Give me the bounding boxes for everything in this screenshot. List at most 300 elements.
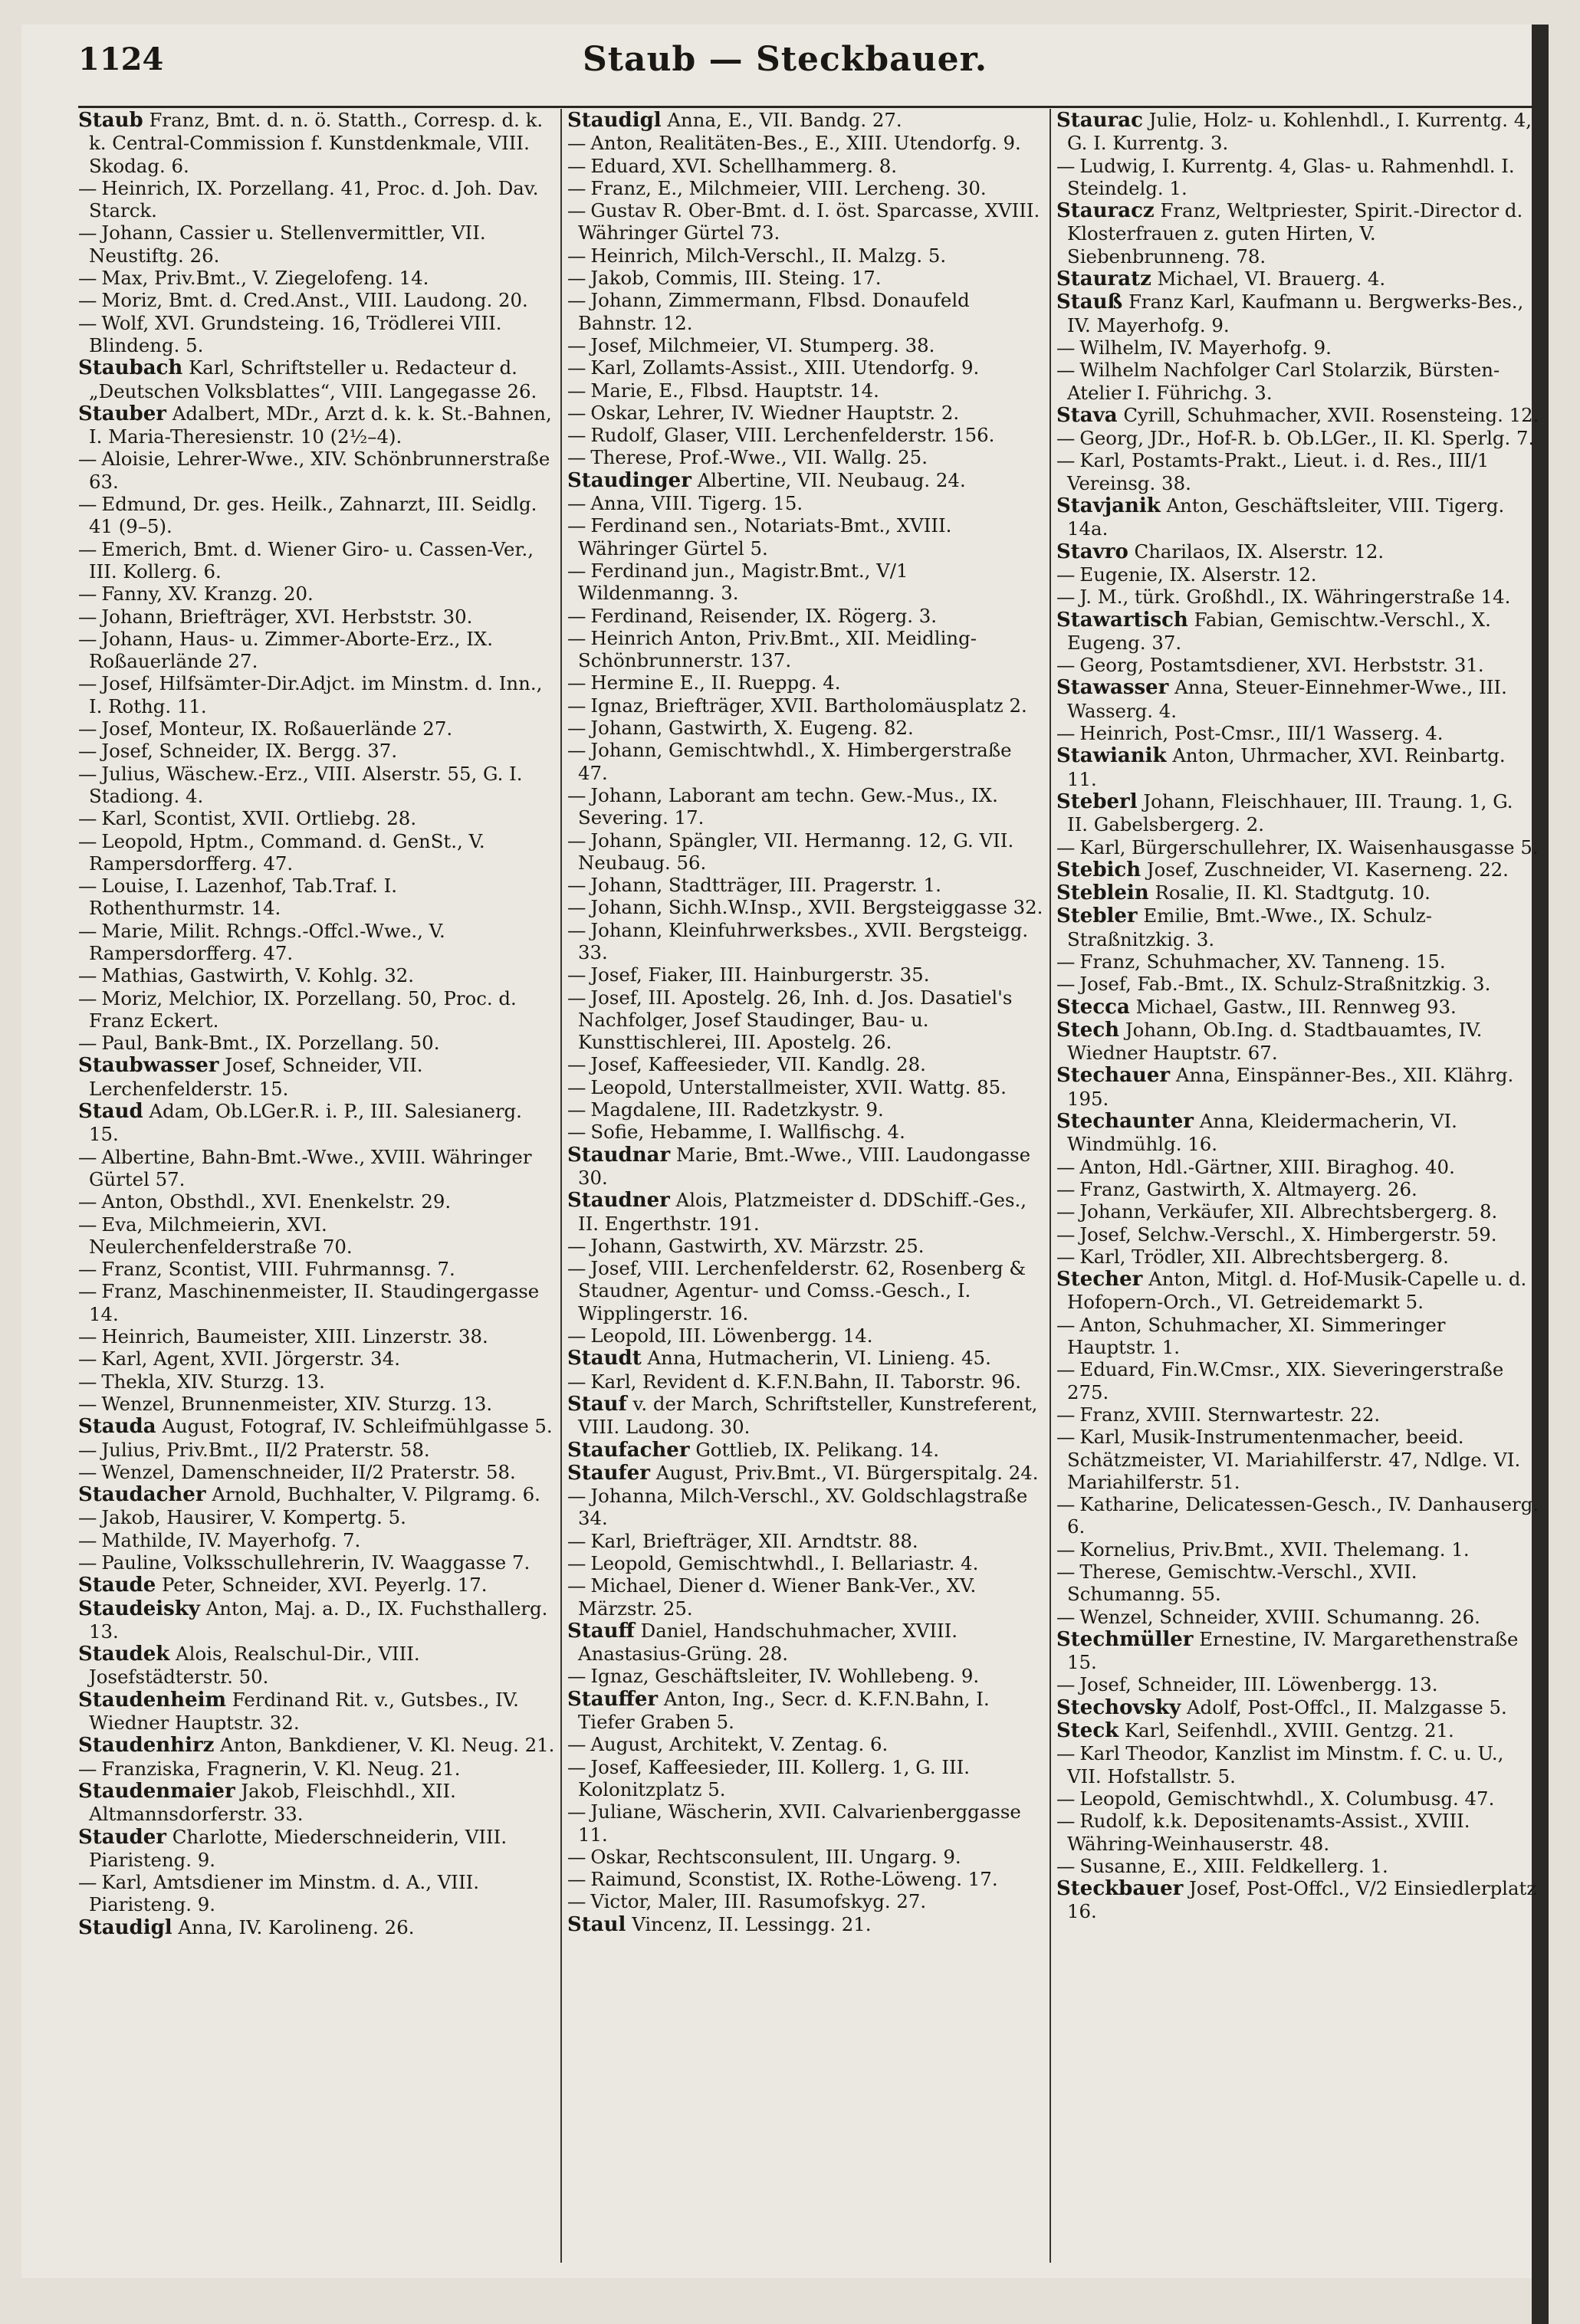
directory-entry bbox=[78, 1258, 555, 1280]
ditto-dash: — bbox=[567, 626, 586, 649]
entry-surname: Stavro bbox=[1056, 540, 1128, 563]
entry-text: Karl, Scontist, XVII. Ortliebg. 28. bbox=[101, 807, 417, 830]
entry-text: Anton, Geschäftsleiter, VIII. Tigerg. 14a. bbox=[1067, 494, 1505, 540]
directory-entry bbox=[78, 1574, 555, 1597]
entry-surname: Staul bbox=[567, 1912, 626, 1936]
directory-entry bbox=[1056, 1855, 1539, 1877]
ditto-dash: — bbox=[567, 1324, 586, 1347]
directory-entry bbox=[1056, 1314, 1539, 1359]
ditto-dash: — bbox=[567, 896, 586, 919]
directory-entry bbox=[567, 402, 1044, 424]
directory-entry bbox=[78, 807, 555, 829]
ditto-dash: — bbox=[567, 1257, 586, 1280]
entry-text: Wolf, XVI. Grundsteing. 16, Trödlerei VIII. Blindeng. 5. bbox=[89, 311, 502, 356]
entry-text: Johann, Haus- u. Zimmer-Aborte-Erz., IX. Roßauerlände 27. bbox=[89, 627, 493, 673]
entry-surname: Staude bbox=[78, 1574, 156, 1597]
ditto-dash: — bbox=[1056, 1245, 1076, 1268]
directory-entry bbox=[78, 1100, 555, 1146]
entry-text: Georg, Postamtsdiener, XVI. Herbststr. 31. bbox=[1079, 654, 1484, 677]
directory-entry bbox=[1056, 1200, 1539, 1223]
directory-entry bbox=[567, 1144, 1044, 1190]
ditto-dash: — bbox=[78, 1145, 97, 1168]
ditto-dash: — bbox=[78, 1347, 97, 1370]
ditto-dash: — bbox=[567, 154, 586, 177]
ditto-dash: — bbox=[567, 267, 586, 290]
directory-entry bbox=[78, 920, 555, 965]
entry-text: Paul, Bank-Bmt., IX. Porzellang. 50. bbox=[101, 1032, 440, 1055]
entry-text: Emilie, Bmt.-Wwe., IX. Schulz-Straßnitzkig. 3. bbox=[1067, 904, 1433, 950]
entry-surname: Stech bbox=[1056, 1018, 1120, 1042]
entry-text: Louise, I. Lazenhof, Tab.Traf. I. Rothenthurmstr. 14. bbox=[89, 875, 397, 920]
directory-entry bbox=[567, 1076, 1044, 1098]
ditto-dash: — bbox=[567, 1075, 586, 1098]
directory-entry bbox=[1056, 1268, 1539, 1314]
ditto-dash: — bbox=[567, 963, 586, 986]
entry-text: Edmund, Dr. ges. Heilk., Zahnarzt, III. Seidlg. 41 (9–5). bbox=[89, 493, 537, 538]
entry-surname: Stebler bbox=[1056, 904, 1138, 928]
column-2 bbox=[567, 109, 1044, 2263]
ditto-dash: — bbox=[1056, 427, 1076, 450]
directory-entry bbox=[78, 1213, 555, 1259]
entry-text: Anna, IV. Karolineng. 26. bbox=[178, 1915, 415, 1938]
entry-text: Karl, Postamts-Prakt., Lieut. i. d. Res., III/1 Vereinsg. 38. bbox=[1067, 449, 1490, 494]
entry-text: Heinrich, Post-Cmsr., III/1 Wasserg. 4. bbox=[1079, 722, 1444, 745]
directory-entry bbox=[567, 1439, 1044, 1462]
ditto-dash: — bbox=[1056, 1810, 1076, 1833]
ditto-dash: — bbox=[78, 1213, 97, 1236]
entry-surname: Stebich bbox=[1056, 858, 1141, 881]
entry-text: Mathias, Gastwirth, V. Kohlg. 32. bbox=[101, 964, 415, 987]
directory-entry bbox=[1056, 1719, 1539, 1742]
directory-entry bbox=[78, 1280, 555, 1325]
directory-entry bbox=[567, 1257, 1044, 1324]
entry-surname: Stava bbox=[1056, 403, 1118, 427]
entry-text: Anton, Bankdiener, V. Kl. Neug. 21. bbox=[220, 1734, 555, 1757]
entry-text: Eduard, Fin.W.Cmsr., XIX. Sieveringerstraße 275. bbox=[1067, 1358, 1504, 1403]
entry-text: Wilhelm, IV. Mayerhofg. 9. bbox=[1079, 336, 1332, 359]
entry-text: Franz Karl, Kaufmann u. Bergwerks-Bes., IV. Mayerhofg. 9. bbox=[1067, 290, 1524, 336]
directory-entry bbox=[78, 1054, 555, 1100]
ditto-dash: — bbox=[1056, 1605, 1076, 1628]
entry-surname: Staudacher bbox=[78, 1483, 206, 1507]
entry-text: Franz, Maschinenmeister, II. Staudingergasse 14. bbox=[89, 1280, 540, 1325]
ditto-dash: — bbox=[78, 829, 97, 852]
directory-entry bbox=[567, 469, 1044, 492]
ditto-dash: — bbox=[567, 132, 586, 155]
ditto-dash: — bbox=[78, 1528, 97, 1551]
directory-entry bbox=[567, 1235, 1044, 1257]
entry-text: v. der March, Schriftsteller, Kunstreferent, VIII. Laudong. 30. bbox=[578, 1392, 1038, 1439]
directory-entry bbox=[78, 1916, 555, 1939]
entry-surname: Staudinger bbox=[567, 468, 691, 492]
directory-entry bbox=[1056, 1787, 1539, 1810]
entry-text: Johann, Kleinfuhrwerksbes., XVII. Bergsteigg. 33. bbox=[578, 918, 1029, 963]
ditto-dash: — bbox=[78, 1032, 97, 1055]
directory-entry bbox=[567, 1620, 1044, 1666]
entry-surname: Steblein bbox=[1056, 881, 1149, 905]
directory-entry bbox=[78, 1190, 555, 1213]
directory-entry bbox=[1056, 1561, 1539, 1606]
directory-entry bbox=[78, 1529, 555, 1551]
directory-entry bbox=[78, 1643, 555, 1689]
entry-text: Josef, Schneider, IX. Bergg. 37. bbox=[101, 740, 398, 763]
directory-entry bbox=[1056, 109, 1539, 155]
directory-entry bbox=[78, 1370, 555, 1393]
directory-entry bbox=[567, 627, 1044, 672]
directory-entry bbox=[567, 986, 1044, 1054]
column-divider bbox=[560, 109, 562, 2263]
directory-entry bbox=[567, 1665, 1044, 1687]
entry-surname: Stauff bbox=[567, 1619, 635, 1643]
directory-entry bbox=[567, 1393, 1044, 1439]
ditto-dash: — bbox=[78, 1370, 97, 1393]
entry-text: Franz, Scontist, VIII. Fuhrmannsg. 7. bbox=[101, 1258, 455, 1281]
ditto-dash: — bbox=[78, 1325, 97, 1348]
ditto-dash: — bbox=[78, 222, 97, 245]
directory-entry bbox=[567, 1530, 1044, 1552]
entry-text: Daniel, Handschuhmacher, XVIII. Anastasius-Grüng. 28. bbox=[578, 1619, 958, 1666]
entry-surname: Steberl bbox=[1056, 789, 1138, 813]
directory-entry bbox=[1056, 1223, 1539, 1246]
ditto-dash: — bbox=[78, 448, 97, 471]
directory-entry bbox=[78, 1415, 555, 1438]
entry-text: Franz, Gastwirth, X. Altmayerg. 26. bbox=[1079, 1177, 1417, 1200]
entry-text: Magdalene, III. Radetzkystr. 9. bbox=[590, 1098, 884, 1121]
entry-surname: Staudeisky bbox=[78, 1597, 200, 1620]
entry-text: Ferdinand Rit. v., Gutsbes., IV. Wiedner Hauptstr. 32. bbox=[89, 1688, 519, 1735]
entry-text: Victor, Maler, III. Rasumofskyg. 27. bbox=[590, 1890, 927, 1913]
entry-text: Anton, Schuhmacher, XI. Simmeringer Hauptstr. 1. bbox=[1067, 1313, 1446, 1359]
entry-text: August, Priv.Bmt., VI. Bürgerspitalg. 24. bbox=[655, 1461, 1039, 1484]
directory-entry bbox=[1056, 858, 1539, 881]
ditto-dash: — bbox=[78, 740, 97, 763]
ditto-dash: — bbox=[567, 874, 586, 897]
directory-entry bbox=[78, 1483, 555, 1506]
page-number: 1124 bbox=[78, 41, 164, 77]
directory-entry bbox=[1056, 449, 1539, 494]
ditto-dash: — bbox=[567, 1890, 586, 1913]
entry-text: Moriz, Melchior, IX. Porzellang. 50, Proc. d. Franz Eckert. bbox=[89, 986, 517, 1032]
entry-surname: Staufacher bbox=[567, 1438, 690, 1462]
directory-entry bbox=[78, 830, 555, 875]
directory-entry bbox=[567, 1868, 1044, 1890]
entry-text: Eugenie, IX. Alserstr. 12. bbox=[1079, 563, 1317, 586]
entry-text: Charlotte, Miederschneiderin, VIII. Piaristeng. 9. bbox=[89, 1825, 508, 1871]
entry-text: Josef, Monteur, IX. Roßauerlände 27. bbox=[101, 717, 453, 740]
entry-text: Michael, Gastw., III. Rennweg 93. bbox=[1135, 995, 1457, 1018]
directory-entry bbox=[1056, 1742, 1539, 1787]
entry-text: Wenzel, Damenschneider, II/2 Praterstr. 58. bbox=[101, 1460, 516, 1483]
directory-entry bbox=[78, 1393, 555, 1415]
directory-entry bbox=[78, 289, 555, 311]
entry-text: Heinrich, IX. Porzellang. 41, Proc. d. Joh. Dav. Starck. bbox=[89, 176, 539, 222]
entry-text: Karl, Musik-Instrumentenmacher, beeid. Schätzmeister, VI. Mariahilferstr. 47, Ndlge. VI. Mariahilferstr. 51. bbox=[1067, 1426, 1521, 1493]
entry-surname: Staudenmaier bbox=[78, 1779, 235, 1803]
directory-entry bbox=[78, 628, 555, 673]
directory-entry bbox=[78, 356, 555, 402]
directory-entry bbox=[567, 1370, 1044, 1393]
ditto-dash: — bbox=[78, 807, 97, 830]
entry-text: Eva, Milchmeierin, XVI. Neulerchenfelderstraße 70. bbox=[89, 1213, 353, 1258]
ditto-dash: — bbox=[78, 875, 97, 898]
directory-entry bbox=[567, 514, 1044, 560]
directory-entry bbox=[1056, 268, 1539, 290]
entry-text: Michael, VI. Brauerg. 4. bbox=[1157, 268, 1386, 290]
entry-text: Ferdinand sen., Notariats-Bmt., XVIII. Währinger Gürtel 5. bbox=[578, 514, 952, 560]
ditto-dash: — bbox=[567, 333, 586, 356]
entry-text: Josef, Selchw.-Verschl., X. Himbergerstr. 59. bbox=[1079, 1223, 1497, 1246]
column-3 bbox=[1056, 109, 1539, 2263]
entry-text: Leopold, Hptm., Command. d. GenSt., V. Rampersdorfferg. 47. bbox=[89, 829, 485, 875]
directory-entry bbox=[1056, 1426, 1539, 1493]
directory-entry bbox=[1056, 1178, 1539, 1200]
directory-entry bbox=[78, 987, 555, 1032]
entry-surname: Stavjanik bbox=[1056, 494, 1161, 518]
ditto-dash: — bbox=[567, 1234, 586, 1257]
entry-surname: Stecher bbox=[1056, 1268, 1143, 1292]
entry-text: Julius, Wäschew.-Erz., VIII. Alserstr. 55, G. I. Stadiong. 4. bbox=[89, 762, 523, 807]
ditto-dash: — bbox=[78, 919, 97, 942]
entry-surname: Staubach bbox=[78, 356, 183, 380]
ditto-dash: — bbox=[567, 1665, 586, 1688]
entry-text: Leopold, III. Löwenbergg. 14. bbox=[590, 1324, 873, 1347]
ditto-dash: — bbox=[78, 605, 97, 628]
directory-entry bbox=[1056, 586, 1539, 608]
entry-text: Ferdinand, Reisender, IX. Rögerg. 3. bbox=[590, 604, 938, 627]
entry-text: August, Architekt, V. Zentag. 6. bbox=[590, 1733, 889, 1756]
directory-entry bbox=[1056, 996, 1539, 1019]
entry-surname: Stawianik bbox=[1056, 744, 1167, 768]
entry-text: Adam, Ob.LGer.R. i. P., III. Salesianerg. 15. bbox=[89, 1100, 522, 1146]
entry-text: Therese, Prof.-Wwe., VII. Wallg. 25. bbox=[590, 446, 928, 469]
entry-surname: Staudenhirz bbox=[78, 1734, 215, 1758]
ditto-dash: — bbox=[567, 289, 586, 312]
entry-text: Georg, JDr., Hof-R. b. Ob.LGer., II. Kl. Sperlg. 7. bbox=[1079, 427, 1535, 450]
ditto-dash: — bbox=[1056, 1561, 1076, 1583]
ditto-dash: — bbox=[567, 176, 586, 199]
entry-text: Jakob, Fleischhdl., XII. Altmannsdorferstr. 33. bbox=[89, 1779, 456, 1826]
directory-entry bbox=[567, 1913, 1044, 1936]
ditto-dash: — bbox=[1056, 1854, 1076, 1877]
ditto-dash: — bbox=[1056, 1538, 1076, 1561]
ditto-dash: — bbox=[78, 964, 97, 987]
entry-text: Arnold, Buchhalter, V. Pilgramg. 6. bbox=[212, 1483, 540, 1506]
entry-text: Karl, Amtsdiener im Minstm. d. A., VIII. Piaristeng. 9. bbox=[89, 1871, 479, 1916]
directory-entry bbox=[1056, 1696, 1539, 1719]
entry-surname: Stechmüller bbox=[1056, 1627, 1194, 1651]
entry-text: Josef, Milchmeier, VI. Stumperg. 38. bbox=[590, 333, 935, 356]
entry-text: Gottlieb, IX. Pelikang. 14. bbox=[695, 1438, 940, 1461]
entry-text: Anton, Hdl.-Gärtner, XIII. Biraghog. 40. bbox=[1079, 1155, 1455, 1178]
entry-text: Josef, Fab.-Bmt., IX. Schulz-Straßnitzkig. 3. bbox=[1079, 973, 1491, 996]
entry-text: Heinrich, Milch-Verschl., II. Malzg. 5. bbox=[590, 244, 947, 267]
entry-text: Katharine, Delicatessen-Gesch., IV. Danhauserg. 6. bbox=[1067, 1493, 1539, 1538]
entry-text: Leopold, Gemischtwhdl., X. Columbusg. 47. bbox=[1079, 1787, 1495, 1810]
ditto-dash: — bbox=[567, 1733, 586, 1756]
entry-surname: Staudigl bbox=[567, 109, 662, 132]
directory-entry bbox=[1056, 336, 1539, 359]
directory-entry bbox=[567, 1053, 1044, 1075]
ditto-dash: — bbox=[1056, 336, 1076, 359]
directory-entry bbox=[567, 784, 1044, 829]
directory-entry bbox=[1056, 1156, 1539, 1178]
ditto-dash: — bbox=[1056, 1200, 1076, 1223]
entry-text: Therese, Gemischtw.-Verschl., XVII. Schumanng. 55. bbox=[1067, 1561, 1417, 1606]
entry-text: Franz, Schuhmacher, XV. Tanneng. 15. bbox=[1079, 950, 1446, 973]
entry-text: Karl, Agent, XVII. Jörgerstr. 34. bbox=[101, 1347, 400, 1370]
entry-text: Ferdinand jun., Magistr.Bmt., V/1 Wildenmanng. 3. bbox=[578, 559, 908, 605]
ditto-dash: — bbox=[1056, 154, 1076, 177]
entry-text: Juliane, Wäscherin, XVII. Calvarienberggasse 11. bbox=[578, 1800, 1021, 1846]
entry-text: Josef, Post-Offcl., V/2 Einsiedlerplatz 16. bbox=[1067, 1877, 1537, 1923]
directory-entry bbox=[567, 739, 1044, 784]
entry-text: Rudolf, Glaser, VIII. Lerchenfelderstr. 156. bbox=[590, 424, 995, 447]
entry-text: Johann, Ob.Ing. d. Stadtbauamtes, IV. Wiedner Hauptstr. 67. bbox=[1067, 1018, 1483, 1065]
entry-text: Cyrill, Schuhmacher, XVII. Rosensteing. 12. bbox=[1123, 403, 1539, 426]
directory-entry bbox=[567, 267, 1044, 289]
directory-entry bbox=[567, 560, 1044, 605]
ditto-dash: — bbox=[567, 671, 586, 694]
directory-entry bbox=[567, 155, 1044, 177]
directory-entry bbox=[567, 605, 1044, 627]
ditto-dash: — bbox=[78, 717, 97, 740]
ditto-dash: — bbox=[1056, 1493, 1076, 1516]
directory-entry bbox=[78, 1032, 555, 1054]
ditto-dash: — bbox=[78, 1460, 97, 1483]
entry-text: Gustav R. Ober-Bmt. d. I. öst. Sparcasse, XVIII. Währinger Gürtel 73. bbox=[578, 199, 1040, 245]
directory-entry bbox=[78, 1826, 555, 1872]
directory-entry bbox=[1056, 494, 1539, 540]
ditto-dash: — bbox=[567, 1098, 586, 1121]
directory-entry bbox=[1056, 1538, 1539, 1561]
entry-text: Hermine E., II. Rueppg. 4. bbox=[590, 671, 841, 694]
directory-entry bbox=[567, 1574, 1044, 1620]
entry-text: Karl, Schriftsteller u. Redacteur d. „Deutschen Volksblattes“, VIII. Langegasse 26. bbox=[89, 356, 537, 402]
directory-entry bbox=[1056, 290, 1539, 336]
directory-entry bbox=[78, 1146, 555, 1191]
ditto-dash: — bbox=[1056, 1177, 1076, 1200]
ditto-dash: — bbox=[1056, 1358, 1076, 1381]
entry-text: Johann, Spängler, VII. Hermanng. 12, G. VII. Neubaug. 56. bbox=[578, 829, 1014, 874]
ditto-dash: — bbox=[1056, 586, 1076, 609]
ditto-dash: — bbox=[567, 514, 586, 537]
entry-surname: Stauder bbox=[78, 1825, 166, 1849]
ditto-dash: — bbox=[1056, 1742, 1076, 1765]
entry-text: Johann, Gemischtwhdl., X. Himbergerstraße 47. bbox=[578, 739, 1012, 784]
directory-entry bbox=[78, 1461, 555, 1483]
directory-entry bbox=[1056, 904, 1539, 950]
entry-text: Alois, Platzmeister d. DDSchiff.-Ges., II. Engerthstr. 191. bbox=[578, 1189, 1027, 1235]
ditto-dash: — bbox=[1056, 835, 1076, 858]
entry-text: Vincenz, II. Lessingg. 21. bbox=[632, 1912, 872, 1935]
ditto-dash: — bbox=[78, 1871, 97, 1894]
entry-text: Wenzel, Schneider, XVIII. Schumanng. 26. bbox=[1079, 1605, 1480, 1628]
directory-entry bbox=[78, 1689, 555, 1735]
ditto-dash: — bbox=[567, 1053, 586, 1076]
directory-entry bbox=[1056, 744, 1539, 790]
directory-entry bbox=[567, 1189, 1044, 1235]
entry-text: Jakob, Commis, III. Steing. 17. bbox=[590, 267, 882, 290]
ditto-dash: — bbox=[78, 289, 97, 312]
directory-entry bbox=[78, 177, 555, 222]
ditto-dash: — bbox=[1056, 973, 1076, 996]
entry-text: Johann, Briefträger, XVI. Herbststr. 30. bbox=[101, 605, 473, 628]
directory-entry bbox=[1056, 676, 1539, 722]
directory-entry bbox=[567, 1800, 1044, 1846]
entry-text: Pauline, Volksschullehrerin, IV. Waaggasse 7. bbox=[101, 1551, 530, 1574]
entry-text: Franziska, Fragnerin, V. Kl. Neug. 21. bbox=[101, 1757, 461, 1780]
directory-entry bbox=[1056, 155, 1539, 200]
entry-text: Eduard, XVI. Schellhammerg. 8. bbox=[590, 154, 898, 177]
directory-entry bbox=[567, 829, 1044, 875]
ditto-dash: — bbox=[567, 401, 586, 424]
directory-entry bbox=[78, 1780, 555, 1826]
entry-text: Charilaos, IX. Alserstr. 12. bbox=[1134, 540, 1385, 563]
entry-surname: Stauda bbox=[78, 1415, 156, 1439]
ditto-dash: — bbox=[78, 583, 97, 606]
entry-text: August, Fotograf, IV. Schleifmühlgasse 5. bbox=[162, 1415, 553, 1438]
ditto-dash: — bbox=[567, 1485, 586, 1508]
directory-entry bbox=[78, 448, 555, 493]
directory-entry bbox=[1056, 199, 1539, 268]
entry-surname: Stawartisch bbox=[1056, 608, 1188, 632]
directory-entry bbox=[1056, 540, 1539, 563]
entry-text: Ignaz, Geschäftsleiter, IV. Wohllebeng. 9. bbox=[590, 1665, 980, 1688]
ditto-dash: — bbox=[78, 762, 97, 785]
directory-entry bbox=[78, 763, 555, 808]
directory-entry bbox=[78, 583, 555, 605]
directory-entry bbox=[1056, 973, 1539, 995]
entry-text: Anton, Maj. a. D., IX. Fuchsthallerg. 13. bbox=[89, 1597, 548, 1643]
directory-entry bbox=[1056, 1403, 1539, 1426]
entry-text: Karl Theodor, Kanzlist im Minstm. f. C. u. U., VII. Hofstallstr. 5. bbox=[1067, 1742, 1504, 1787]
ditto-dash: — bbox=[78, 627, 97, 650]
directory-entry bbox=[567, 694, 1044, 717]
directory-entry bbox=[1056, 881, 1539, 904]
entry-text: Anna, E., VII. Bandg. 27. bbox=[667, 109, 902, 131]
entry-text: Marie, Milit. Rchngs.-Offcl.-Wwe., V. Rampersdorfferg. 47. bbox=[89, 919, 445, 964]
entry-text: Johann, Laborant am techn. Gew.-Mus., IX. Severing. 17. bbox=[578, 783, 998, 829]
ditto-dash: — bbox=[567, 379, 586, 402]
entry-text: Josef, Fiaker, III. Hainburgerstr. 35. bbox=[590, 963, 930, 986]
directory-entry bbox=[1056, 1628, 1539, 1674]
entry-surname: Stauber bbox=[78, 402, 166, 425]
ditto-dash: — bbox=[1056, 1223, 1076, 1246]
directory-entry bbox=[1056, 563, 1539, 586]
ditto-dash: — bbox=[1056, 950, 1076, 973]
ditto-dash: — bbox=[78, 493, 97, 516]
entry-surname: Staudenheim bbox=[78, 1688, 226, 1712]
directory-entry bbox=[78, 222, 555, 267]
entry-text: Mathilde, IV. Mayerhofg. 7. bbox=[101, 1528, 361, 1551]
directory-entry bbox=[78, 493, 555, 538]
directory-entry bbox=[567, 1552, 1044, 1574]
directory-page bbox=[21, 25, 1549, 2278]
ditto-dash: — bbox=[78, 986, 97, 1009]
directory-entry bbox=[78, 109, 555, 177]
entry-text: Emerich, Bmt. d. Wiener Giro- u. Cassen-Ver., III. Kollerg. 6. bbox=[89, 537, 534, 583]
entry-surname: Staub bbox=[78, 109, 143, 132]
entry-text: Wilhelm Nachfolger Carl Stolarzik, Bürsten-Atelier I. Führichg. 3. bbox=[1067, 359, 1500, 404]
entry-surname: Staudnar bbox=[567, 1143, 671, 1167]
ditto-dash: — bbox=[567, 1845, 586, 1868]
entry-text: Josef, Kaffeesieder, III. Kollerg. 1, G. III. Kolonitzplatz 5. bbox=[578, 1755, 970, 1800]
directory-entry bbox=[1056, 1810, 1539, 1855]
directory-entry bbox=[1056, 1606, 1539, 1628]
ditto-dash: — bbox=[78, 1757, 97, 1780]
directory-entry bbox=[78, 312, 555, 357]
entry-text: Albertine, VII. Neubaug. 24. bbox=[697, 468, 966, 491]
